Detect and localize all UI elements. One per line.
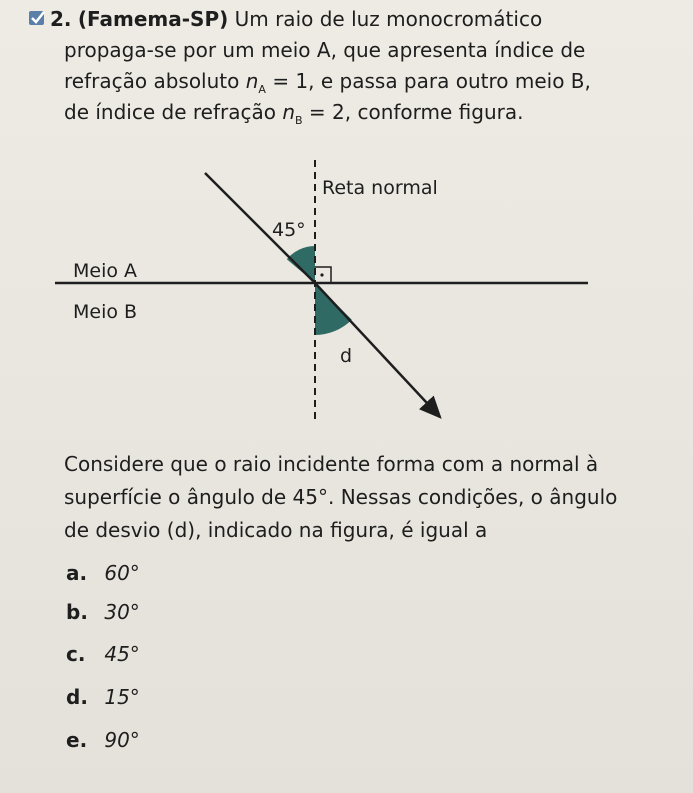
option-letter: d. <box>66 685 88 709</box>
question-line-3: refração absoluto $n_A = 1$, e passa para outro meio B, <box>64 69 591 96</box>
refracted-ray <box>315 283 440 417</box>
prompt-line-1: Considere que o raio incidente forma com a normal à <box>64 452 599 476</box>
option-letter: b. <box>66 600 88 624</box>
medium-a-label: Meio A <box>73 260 138 282</box>
right-angle-dot <box>320 273 323 276</box>
option-letter: c. <box>66 642 86 666</box>
checkbox-icon <box>28 9 46 27</box>
deviation-angle-sector <box>315 283 352 335</box>
question-line-2: propaga-se por um meio A, que apresenta índice de <box>64 38 586 62</box>
question-line-4: de índice de refração $n_B = 2$, conforme figura. <box>64 100 524 127</box>
normal-label: Reta normal <box>322 177 438 199</box>
angle-label: 45° <box>272 219 306 241</box>
option-value: 45° <box>104 642 140 666</box>
question-line-1: Um raio de luz monocromático <box>234 7 543 31</box>
option-b[interactable] <box>66 599 140 625</box>
option-value: 60° <box>104 561 140 585</box>
option-letter: a. <box>66 561 88 585</box>
option-e[interactable] <box>66 727 140 753</box>
option-d[interactable] <box>66 684 140 710</box>
prompt-line-3: de desvio (d), indicado na figura, é igual a <box>64 518 488 542</box>
option-letter: e. <box>66 728 88 752</box>
option-value: 90° <box>104 728 140 752</box>
option-value: 15° <box>104 685 140 709</box>
refraction-figure <box>0 150 693 430</box>
medium-b-label: Meio B <box>73 301 138 323</box>
question-source: (Famema-SP) <box>77 7 229 31</box>
option-value: 30° <box>104 600 140 624</box>
prompt-line-2: superfície o ângulo de 45°. Nessas condições, o ângulo <box>64 485 618 509</box>
deviation-label: d <box>340 345 353 367</box>
option-c[interactable] <box>66 641 140 667</box>
option-a[interactable] <box>66 560 140 586</box>
question-number: 2. <box>50 7 72 31</box>
question-header <box>50 6 542 32</box>
